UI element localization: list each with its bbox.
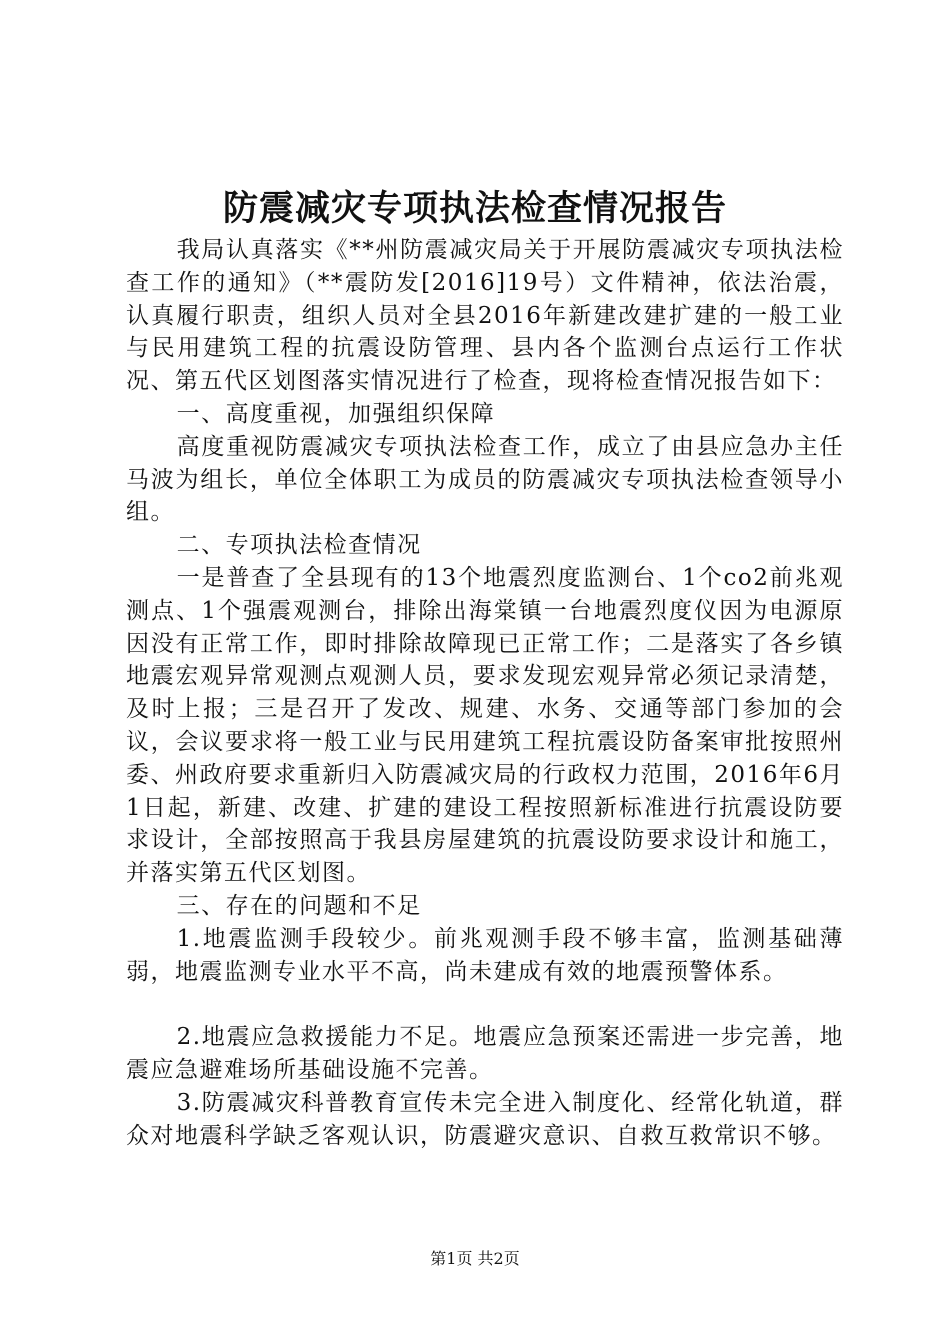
section-heading-3: 三、存在的问题和不足 xyxy=(176,892,422,919)
section-heading-2: 二、专项执法检查情况 xyxy=(176,532,422,559)
section-paragraph-1: 高度重视防震减灾专项执法检查工作，成立了由县应急办主任马波为组长，单位全体职工为成员的防震减灾专项执法检查领导小组。 xyxy=(126,433,844,526)
blank-line xyxy=(126,988,844,1021)
page-number-footer: 第1页 共2页 xyxy=(430,1249,520,1268)
issue-item-3: 3.防震减灾科普教育宣传未完全进入制度化、经常化轨道，群众对地震科学缺乏客观认识，防震避灾意识、自救互救常识不够。 xyxy=(126,1089,844,1149)
section-paragraph-2: 一是普查了全县现有的13个地震烈度监测台、1个co2前兆观测点、1个强震观测台，排除出海棠镇一台地震烈度仪因为电源原因没有正常工作，即时排除故障现已正常工作；二是落实了各乡镇地震宏观异常观测点观测人员，要求发现宏观异常必须记录清楚，及时上报；三是召开了发改、规建、水务、交通等部门参加的会议，会议要求将一般工业与民用建筑工程抗震设防备案审批按照州委、州政府要求重新归入防震减灾局的行政权力范围，2016年6月1日起，新建、改建、扩建的建设工程按照新标准进行抗震设防要求设计，全部按照高于我县房屋建筑的抗震设防要求设计和施工，并落实第五代区划图。 xyxy=(126,564,844,887)
issue-item-1: 1.地震监测手段较少。前兆观测手段不够丰富，监测基础薄弱，地震监测专业水平不高，尚未建成有效的地震预警体系。 xyxy=(126,925,844,985)
issue-item-2: 2.地震应急救援能力不足。地震应急预案还需进一步完善，地震应急避难场所基础设施不完善。 xyxy=(126,1024,844,1083)
document-title: 防震减灾专项执法检查情况报告 xyxy=(222,188,727,229)
section-heading-1: 一、高度重视，加强组织保障 xyxy=(176,400,496,427)
intro-paragraph: 我局认真落实《**州防震减灾局关于开展防震减灾专项执法检查工作的通知》（**震防发[2016]19号）文件精神，依法治震，认真履行职责，组织人员对全县2016年新建改建扩建的一般工业与民用建筑工程的抗震设防管理、县内各个监测台点运行工作状况、第五代区划图落实情况进行了检查，现将检查情况报告如下： xyxy=(126,237,844,395)
document-body xyxy=(126,234,844,1152)
